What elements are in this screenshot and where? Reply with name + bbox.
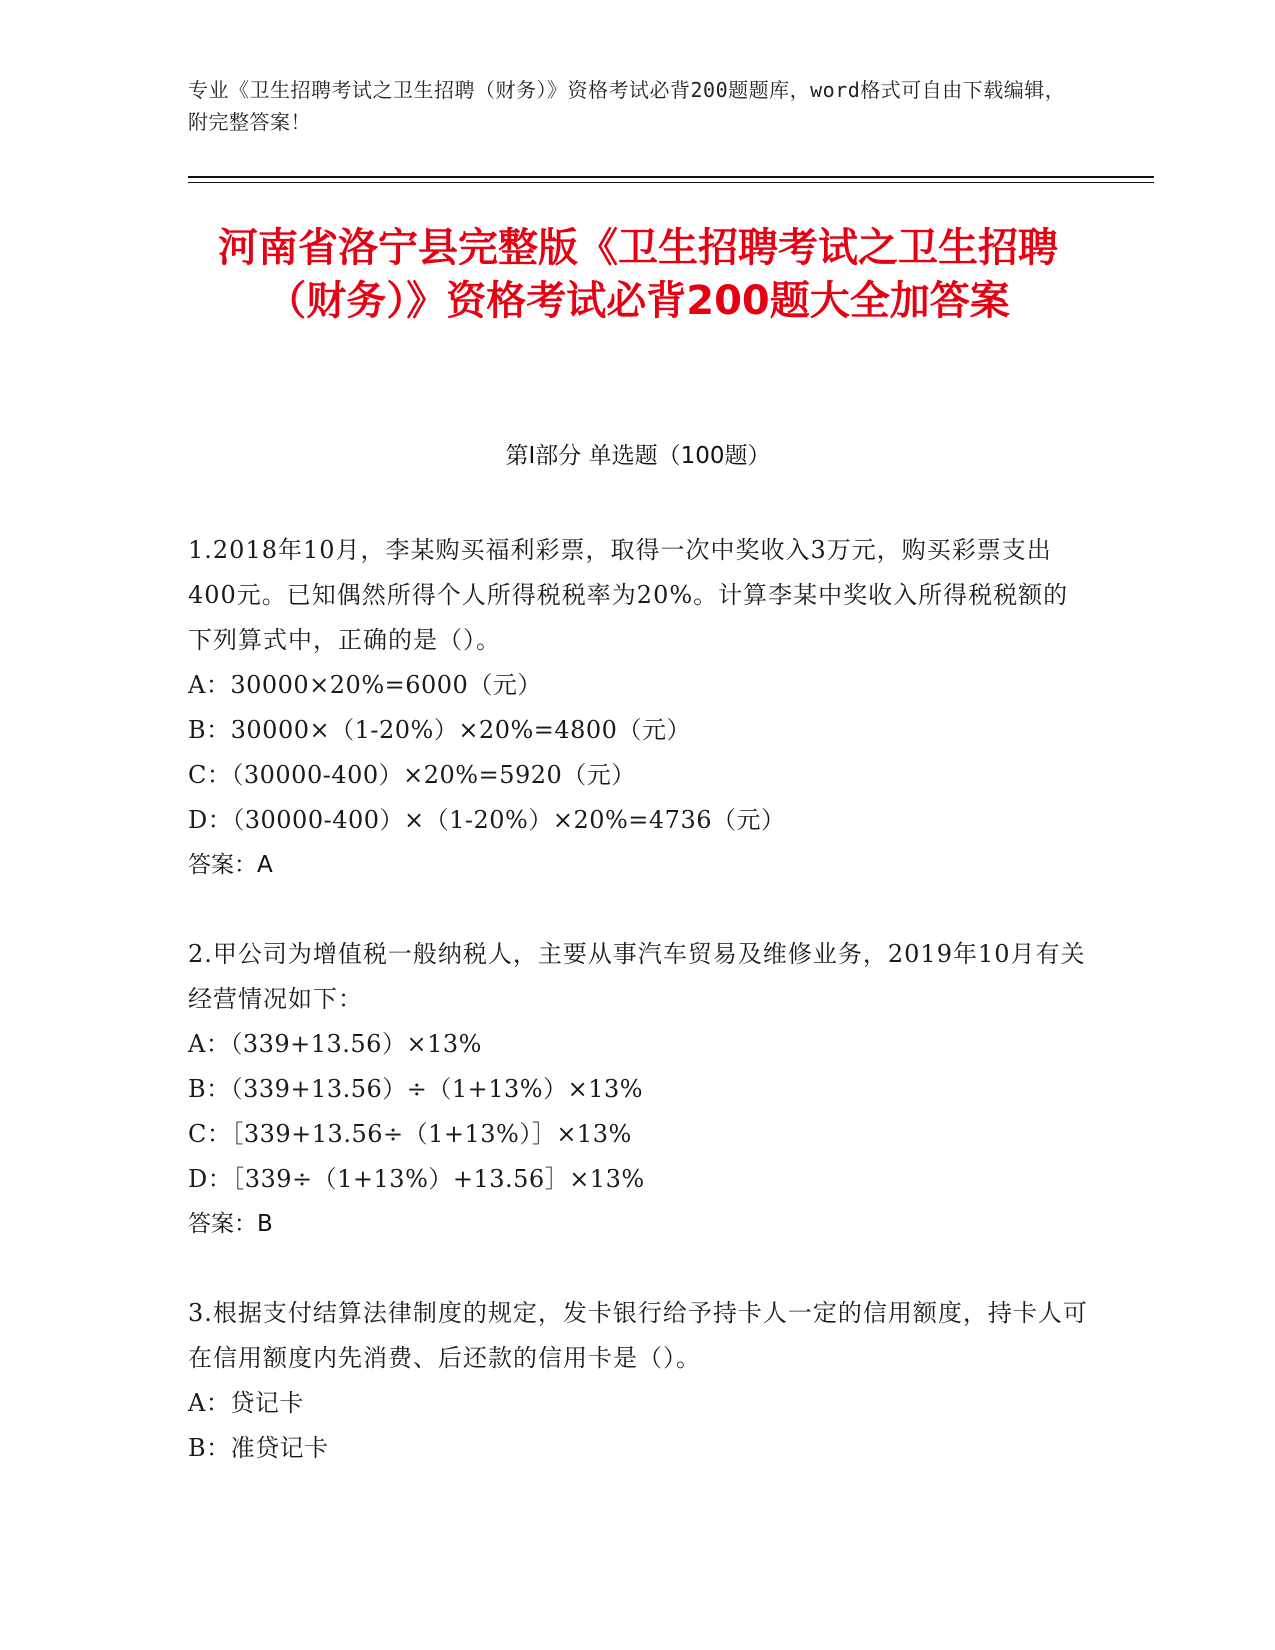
header-note: 专业《卫生招聘考试之卫生招聘（财务）》资格考试必背200题题库，word格式可自由下载编辑，附完整答案！ bbox=[188, 78, 1066, 134]
question-3 bbox=[188, 1291, 1088, 1471]
document-title: 河南省洛宁县完整版《卫生招聘考试之卫生招聘（财务）》资格考试必背200题大全加答案 bbox=[218, 225, 1058, 324]
option-b: B：（339+13.56）÷（1+13%）×13% bbox=[188, 1075, 644, 1103]
option-d: D：［339÷（1+13%）+13.56］×13% bbox=[188, 1165, 645, 1193]
question-stem: 2.甲公司为增值税一般纳税人，主要从事汽车贸易及维修业务，2019年10月有关经营情况如下： bbox=[188, 940, 1086, 1013]
option-a: A：（339+13.56）×13% bbox=[188, 1030, 482, 1058]
option-c: C：（30000-400）×20%=5920（元） bbox=[188, 761, 636, 789]
option-c: C：［339+13.56÷（1+13%）］×13% bbox=[188, 1120, 632, 1148]
question-list bbox=[188, 528, 1088, 1515]
option-b: B：准贷记卡 bbox=[188, 1434, 329, 1462]
question-stem: 1.2018年10月，李某购买福利彩票，取得一次中奖收入3万元，购买彩票支出400元。已知偶然所得个人所得税税率为20%。计算李某中奖收入所得税税额的下列算式中，正确的是（）。 bbox=[188, 536, 1069, 654]
option-a: A：30000×20%=6000（元） bbox=[188, 671, 542, 699]
option-a: A：贷记卡 bbox=[188, 1389, 304, 1417]
question-1 bbox=[188, 528, 1088, 888]
question-stem: 3.根据支付结算法律制度的规定，发卡银行给予持卡人一定的信用额度，持卡人可在信用额度内先消费、后还款的信用卡是（）。 bbox=[188, 1299, 1088, 1372]
question-2 bbox=[188, 932, 1088, 1247]
option-b: B：30000×（1-20%）×20%=4800（元） bbox=[188, 716, 691, 744]
header-divider-thin bbox=[188, 182, 1154, 183]
answer: 答案：B bbox=[188, 1211, 273, 1237]
answer: 答案：A bbox=[188, 852, 273, 878]
option-d: D：（30000-400）×（1-20%）×20%=4736（元） bbox=[188, 806, 786, 834]
header-divider bbox=[188, 176, 1154, 178]
section-heading: 第I部分 单选题（100题） bbox=[505, 443, 771, 469]
